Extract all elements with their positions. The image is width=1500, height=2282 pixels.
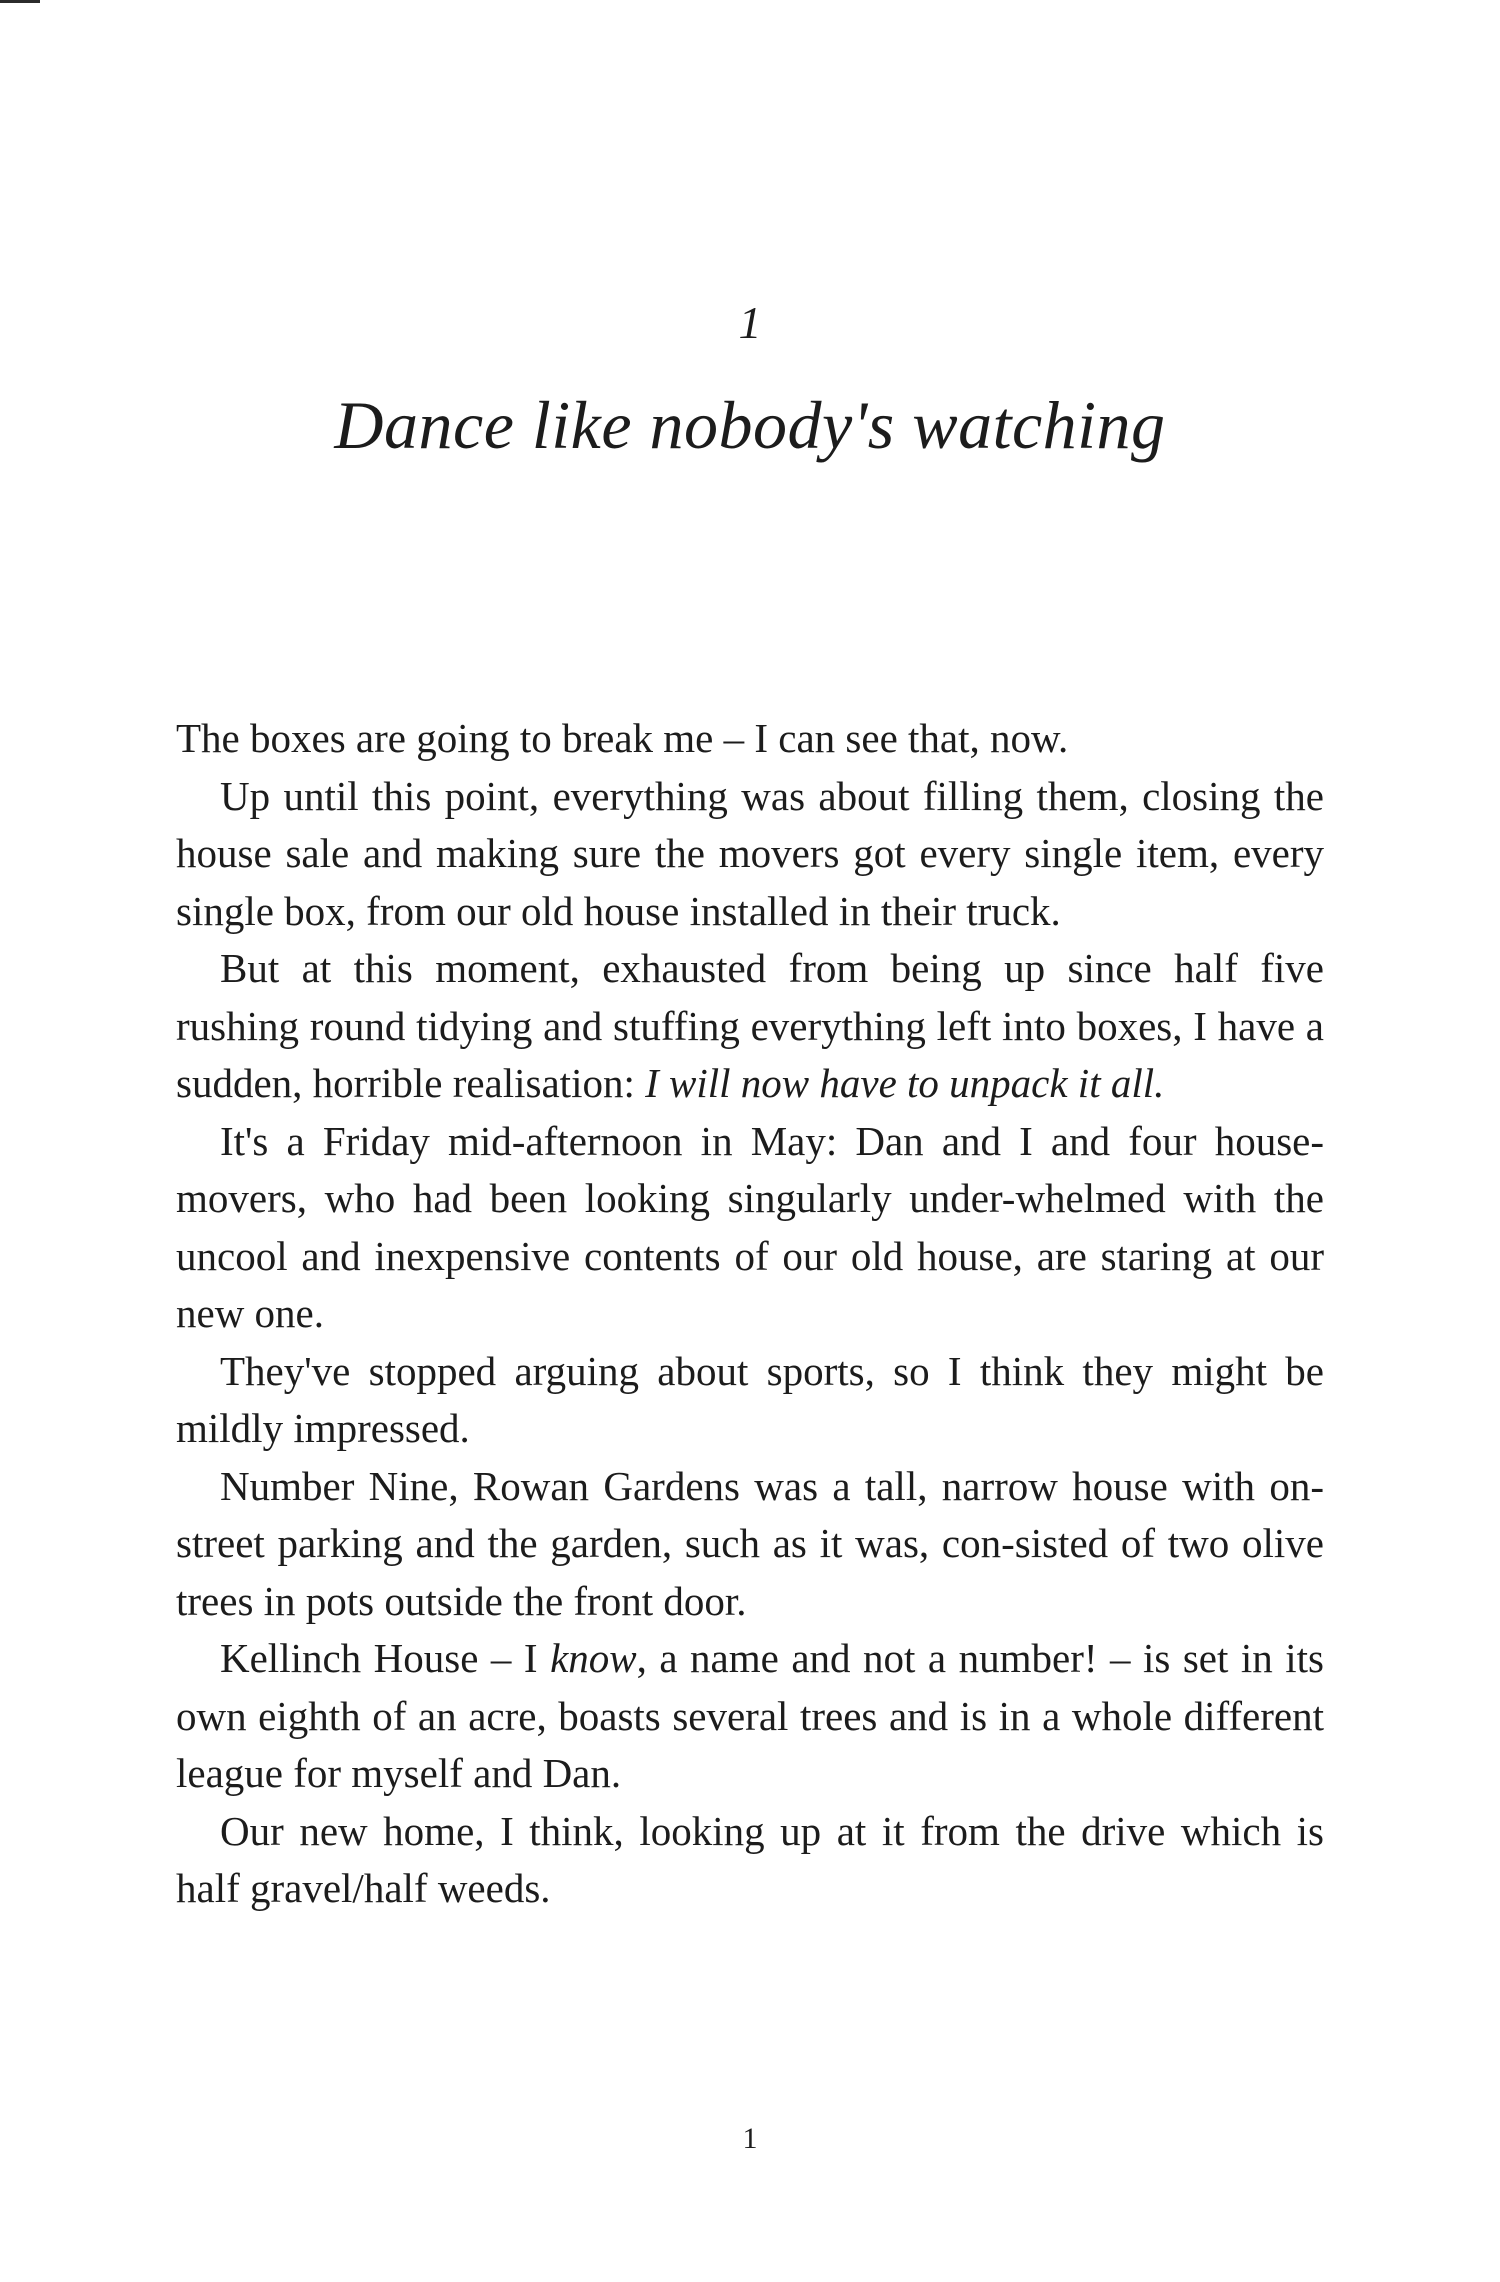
body-paragraph	[176, 1630, 1324, 1803]
paragraph-text: , a name and not a number! – is set in its own eighth of an acre, boasts several trees and is in a whole different league for myself and Dan.	[176, 1635, 1325, 1796]
paragraph-text: Our new home, I think, looking up at it from the drive which is half gravel/half weeds.	[176, 1807, 1324, 1911]
body-paragraph	[176, 1343, 1324, 1458]
italic-text: know	[550, 1635, 637, 1681]
body-paragraph	[176, 940, 1324, 1113]
page-number: 1	[742, 2122, 758, 2155]
body-paragraph	[176, 768, 1324, 941]
paragraph-text: Number Nine, Rowan Gardens was a tall, narrow house with on-street parking and the garden, such as it was, con-sisted of two olive trees in pots outside the front door.	[176, 1462, 1324, 1624]
corner-crop-mark	[0, 0, 40, 3]
paragraph-text: The boxes are going to break me – I can see that, now.	[176, 715, 1069, 761]
paragraph-text: They've stopped arguing about sports, so I think they might be mildly impressed.	[176, 1347, 1324, 1451]
italic-text: I will now have to unpack it all.	[645, 1060, 1165, 1106]
body-paragraph	[176, 1458, 1324, 1631]
chapter-number: 1	[738, 297, 762, 348]
body-paragraph	[176, 1113, 1324, 1343]
chapter-body	[176, 710, 1324, 1918]
paragraph-text: But at this moment, exhausted from being up since half five rushing round tidying and stuffing everything left into boxes, I have a sudden, horrible realisation:	[176, 945, 1324, 1106]
paragraph-text: Kellinch House – I	[220, 1635, 551, 1681]
chapter-title: Dance like nobody's watching	[334, 387, 1166, 463]
paragraph-text: Up until this point, everything was about filling them, closing the house sale and making sure the movers got every single item, every single box, from our old house installed in their truck.	[176, 772, 1324, 934]
body-paragraph	[176, 710, 1324, 768]
body-paragraph	[176, 1803, 1324, 1918]
paragraph-text: It's a Friday mid-afternoon in May: Dan and I and four house-movers, who had been looking singularly under-whelmed with the uncool and inexpensive contents of our old house, are staring at our new one.	[176, 1117, 1324, 1336]
